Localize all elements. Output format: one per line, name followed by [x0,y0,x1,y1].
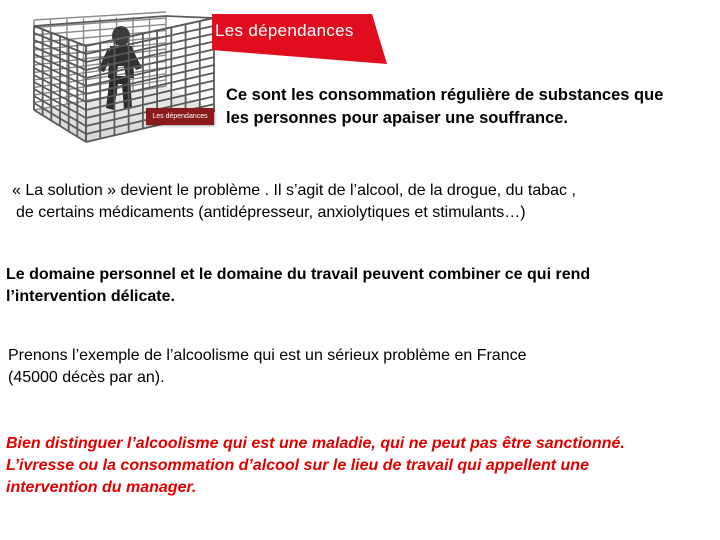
cage-illustration [26,8,220,146]
scope-line: Le domaine personnel et le domaine du travail peuvent combiner ce qui rend [6,266,591,283]
example-line: Prenons l’exemple de l’alcoolisme qui est un sérieux problème en France [8,347,527,364]
intro-line: Ce sont les consommation régulière de substances que [226,86,664,104]
slide-title: Les dépendances [215,21,354,40]
cage-bar [166,16,214,18]
example-paragraph [8,345,708,389]
warning-line: Bien distinguer l’alcoolisme qui est une maladie, qui ne peut pas être sanctionné. [6,435,625,452]
warning-line: L’ivresse ou la consommation d’alcool sur le lieu de travail qui appellent une [6,457,589,474]
solution-line: « La solution » devient le problème . Il s’agit de l’alcool, de la drogue, du tabac , [12,182,576,199]
solution-paragraph [12,180,712,224]
example-line: (45000 décès par an). [8,369,165,386]
warning-paragraph [6,433,706,499]
intro-line: les personnes pour apaiser une souffrance. [226,109,569,127]
scope-line: l’intervention délicate. [6,288,175,305]
solution-line: de certains médicaments (antidépresseur, anxiolytiques et stimulants…) [16,204,526,221]
title-banner [212,14,387,64]
cage-graphic [26,8,220,146]
warning-line: intervention du manager. [6,479,197,496]
image-caption: Les dépendances [146,108,214,125]
scope-paragraph [6,264,706,308]
intro-paragraph [226,84,714,130]
